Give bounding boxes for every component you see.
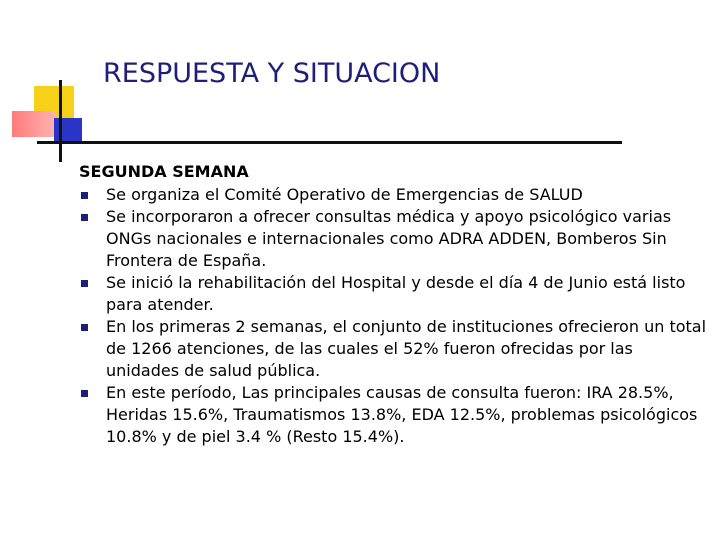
bullet-text: En los primeras 2 semanas, el conjunto de instituciones ofrecieron un total de 1266 atenciones, de las cuales el 52% fueron ofrecidas por las unidades de salud pública. — [106, 317, 707, 380]
decorative-red-bar — [12, 111, 56, 137]
bullet-square-icon — [81, 214, 88, 221]
bullet-text: Se organiza el Comité Operativo de Emergencias de SALUD — [106, 185, 583, 204]
slide-title: RESPUESTA Y SITUACION — [103, 58, 441, 89]
bullet-item — [79, 382, 709, 448]
bullet-item — [79, 206, 709, 272]
bullet-item — [79, 316, 709, 382]
bullet-square-icon — [81, 280, 88, 287]
bullet-square-icon — [81, 324, 88, 331]
section-heading: SEGUNDA SEMANA — [79, 162, 249, 181]
bullet-square-icon — [81, 192, 88, 199]
title-underline — [37, 141, 622, 144]
bullet-item — [79, 272, 709, 316]
bullet-text: Se incorporaron a ofrecer consultas médica y apoyo psicológico varias ONGs nacionales e internacionales como ADRA ADDEN, Bomberos Sin Frontera de España. — [106, 207, 672, 270]
decorative-vertical-line — [59, 80, 62, 162]
bullet-list — [79, 184, 709, 448]
bullet-square-icon — [81, 390, 88, 397]
bullet-text: En este período, Las principales causas de consulta fueron: IRA 28.5%, Heridas 15.6%, Traumatismos 13.8%, EDA 12.5%, problemas psicológicos 10.8% y de piel 3.4 % (Resto 15.4%). — [106, 383, 698, 446]
bullet-text: Se inició la rehabilitación del Hospital y desde el día 4 de Junio está listo para atender. — [106, 273, 686, 314]
bullet-item — [79, 184, 709, 206]
